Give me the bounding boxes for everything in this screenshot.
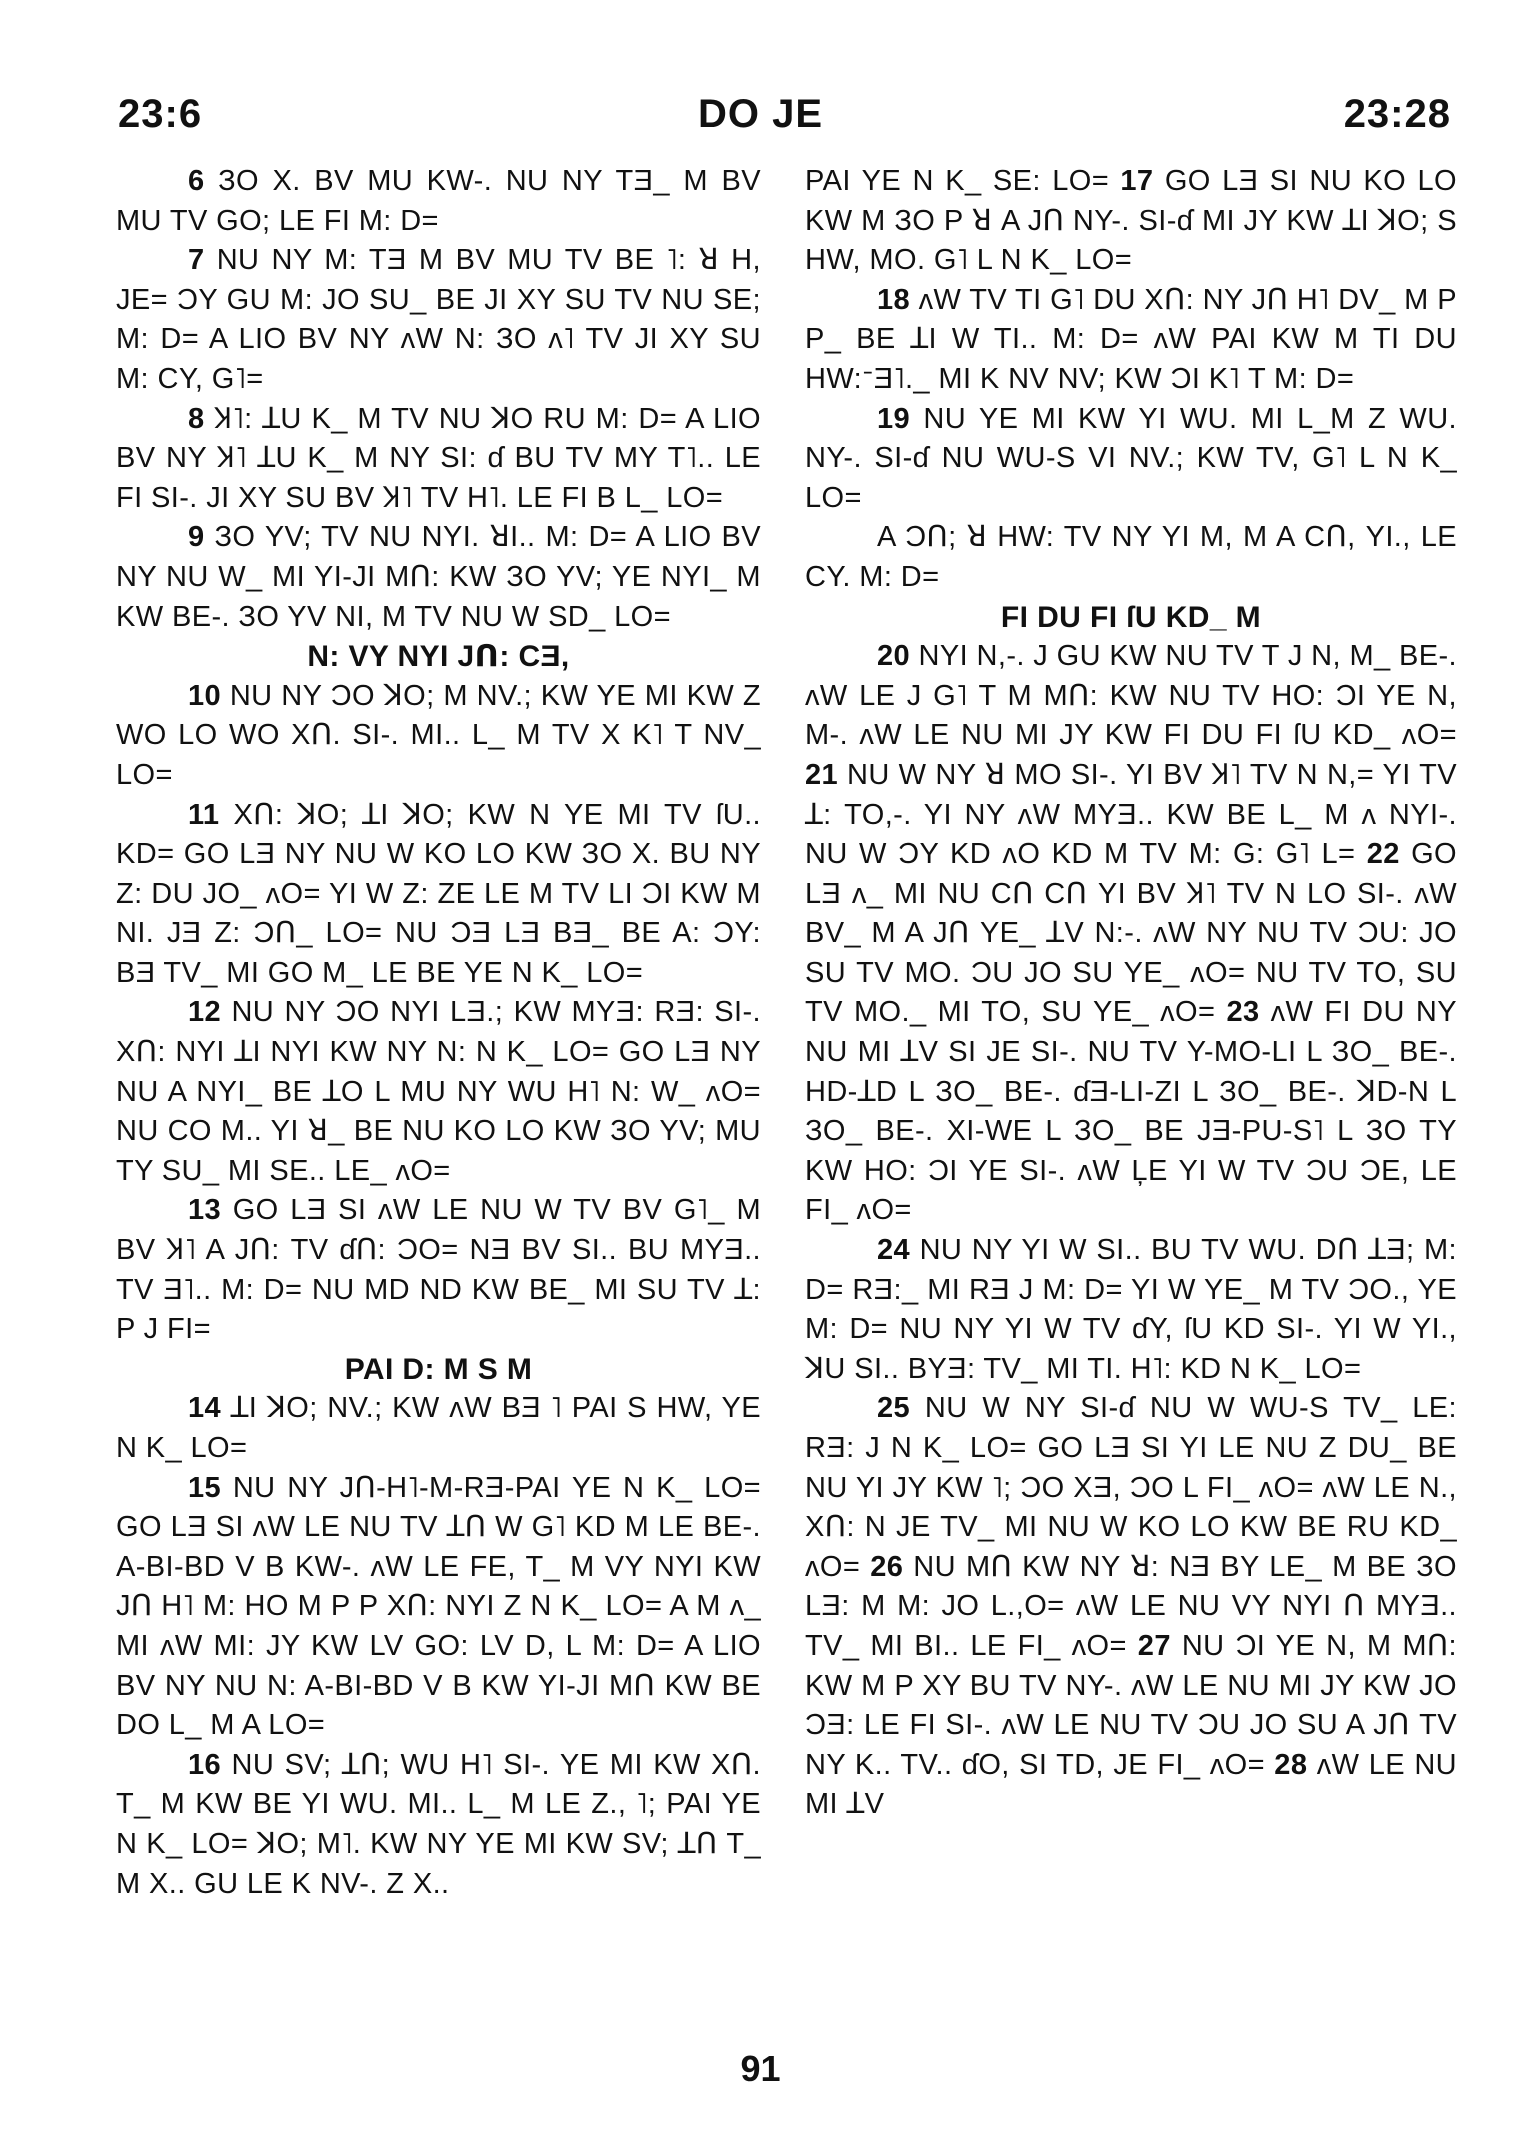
running-head-title: DO JE — [697, 92, 824, 136]
paragraph — [116, 1389, 761, 1468]
verse-text: ʌW FI DU NY NU MI ꓕV SI JE SI-. NU TV Y-MO-LI L ЗO_ BE-. HD-ꓕD L ЗO_ BE-. ɗƎ-LI-ZI L ЗO_ BE-. ꓘD-N L ЗO_ BE-. XI-WE L ЗO_ BE JƎ-PU-S˥ L ЗO TY KW HO: ƆI YE SI-. ʌW ĻE YI W TV ƆU ƆE, LE FI_ ʌO= — [805, 996, 1458, 1227]
paragraph — [116, 1191, 761, 1349]
verse-number: 15 — [188, 1471, 233, 1504]
verse-number: 10 — [188, 679, 230, 712]
section-heading: N: VY NYI Jꓵ: CƎ, — [307, 640, 570, 674]
verse-number: 26 — [870, 1550, 914, 1583]
verse-text: Xꓵ: ꓘO; ꓕI ꓘO; KW N YE MI TV ſU.. KD= GO LƎ NY NU W KO LO KW ЗO X. BU NY Z: DU JO_ ʌO= YI W Z: ZE LE M TV LI ƆI KW M NI. JƎ Z: Ɔꓵ_ LO= NU ƆƎ LƎ BƎ_ BE A: ƆY: BƎ TV_ MI GO M_ LE BE YE N K_ LO= — [116, 798, 761, 989]
verse-number: 13 — [188, 1194, 233, 1227]
paragraph — [116, 162, 761, 241]
verse-text: NU Mꓵ KW NY ꓤ: NƎ BY LE_ M BE ЗO LƎ: M M: JO L.,O= ʌW LE NU VY NYI ꓵ MYƎ.. TV_ MI BI.. LE FI_ ʌO= — [805, 1550, 1457, 1662]
verse-number: 7 — [188, 244, 217, 277]
verse-text: NU NY ƆO ꓘO; M NV.; KW YE MI KW Z WO LO WO Xꓵ. SI-. MI.. L_ M TV X K˥ T NV_ LO= — [116, 679, 762, 791]
running-head-right: 23:28 — [1343, 92, 1451, 136]
verse-number: 6 — [188, 165, 219, 197]
verse-number: 28 — [1274, 1748, 1317, 1781]
verse-number: 27 — [1137, 1629, 1182, 1662]
verse-number: 20 — [877, 640, 919, 673]
verse-number: 21 — [805, 758, 848, 791]
verse-text: NU NY M: TƎ M BV MU TV BE ˥: ꓤ H, JE= ƆY GU M: JO SU_ BE JI XY SU TV NU SE; M: D= A LIO BV NY ʌW N: ЗO ʌ˥ TV JI XY SU M: CY, G˥= — [116, 244, 761, 395]
paragraph — [116, 1746, 761, 1904]
verse-text: Ʞ˥: ꓕU K_ M TV NU ꓘO RU M: D= A LIO BV NY Ʞ˥ ꓕU K_ M NY SI: ɗ BU TV MY T˥.. LE FI SI-. JI XY SU BV Ʞ˥ TV H˥. LE FI B L_ LO= — [116, 402, 761, 514]
paragraph — [805, 637, 1457, 1231]
verse-text: GO LƎ SI ʌW LE NU W TV BV G˥_ M BV Ʞ˥ A Jꓵ: TV ɗꓵ: ƆO= NƎ BV SI.. BU MYƎ.. TV Ǝ˥.. M: D= NU MD ND KW BE_ MI SU TV ꓕ: P J FI= — [116, 1194, 761, 1346]
verse-text: NU NY ƆO NYI LƎ.; KW MYƎ: RƎ: SI-. Xꓵ: NYI ꓕI NYI KW NY N: N K_ LO= GO LƎ NY NU A NYI_ BE ꓕO L MU NY WU H˥ N: W_ ʌO= NU CO M.. YI ꓤ_ BE NU KO LO KW ЗO YV; MU TY SU_ MI SE.. LE_ ʌO= — [116, 996, 761, 1187]
paragraph — [116, 241, 761, 399]
verse-text: NU NY Jꓵ-H˥-M-RƎ-PAI YE N K_ LO= GO LƎ SI ʌW LE NU TV ꓕꓵ W G˥ KD M LE BE-. A-BI-BD V B KW-. ʌW LE FE, T_ M VY NYI KW Jꓵ H˥ M: HO M P P Xꓵ: NYI Z N K_ LO= A M ʌ_ MI ʌW MI: JY KW LV GO: LV D, L M: D= A LIO BV NY NU N: A-BI-BD V B KW YI-JI Mꓵ KW BE DO L_ M A LO= — [116, 1471, 761, 1742]
verse-text: NU W NY SI-ɗ NU W WU-S TV_ LE: RƎ: J N K_ LO= GO LƎ SI YI LE NU Z DU_ BE NU YI JY KW ˥; ƆO XƎ, ƆO L FI_ ʌO= ʌW LE N., Xꓵ: N JE TV_ MI NU W KO LO KW BE RU KD_ ʌO= — [805, 1392, 1457, 1583]
paragraph — [116, 400, 761, 519]
paragraph — [805, 162, 1457, 281]
paragraph — [805, 1389, 1457, 1825]
paragraph — [116, 677, 761, 796]
verse-number: 14 — [188, 1392, 231, 1425]
right-text-column — [805, 162, 1457, 1825]
verse-text: ʌW TV TI G˥ DU Xꓵ: NY Jꓵ H˥ DV_ M P P_ BE ꓕI W TI.. M: D= ʌW PAI KW M TI DU HW:ᐨƎ˥._ MI K NV NV; KW ƆI K˥ T M: D= — [805, 283, 1457, 395]
paragraph — [805, 400, 1457, 519]
verse-text: NU ƆI YE N, M Mꓵ: KW M P XY BU TV NY-. ʌW LE NU MI JY KW JO ƆƎ: LE FI SI-. ʌW LE NU TV ƆU JO SU A Jꓵ TV NY K.. TV.. ɗO, SI TD, JE FI_ ʌO= — [805, 1629, 1458, 1781]
running-head-left: 23:6 — [118, 92, 203, 136]
verse-number: 25 — [877, 1392, 925, 1425]
paragraph — [116, 518, 761, 637]
paragraph — [116, 993, 761, 1191]
verse-number: 11 — [188, 798, 234, 831]
paragraph — [116, 796, 761, 994]
verse-number: 12 — [188, 996, 232, 1029]
verse-number: 18 — [877, 283, 919, 316]
page-number: 91 — [740, 2048, 781, 2089]
verse-number: 19 — [877, 402, 924, 435]
verse-text: A Ɔꓵ; ꓤ HW: TV NY YI M, M A Cꓵ, YI., LE CY. M: D= — [805, 521, 1457, 593]
verse-text: NU NY YI W SI.. BU TV WU. Dꓵ ꓕƎ; M: D= RƎ:_ MI RƎ J M: D= YI W YE_ M TV ƆO., YE M: D= NU NY YI W TV ɗY, ſU KD SI-. YI W YI., ꓘU SI.. BYƎ: TV_ MI TI. H˥: KD N K_ LO= — [805, 1234, 1458, 1385]
verse-text: ЗO YV; TV NU NYI. ꓤI.. M: D= A LIO BV NY NU W_ MI YI-JI Mꓵ: KW ЗO YV; YE NYI_ M KW BE-. ЗO YV NI, M TV NU W SD_ LO= — [116, 521, 761, 633]
paragraph — [805, 281, 1457, 400]
verse-text: PAI YE N K_ SE: LO= — [805, 165, 1121, 197]
verse-text: ꓕI ꓘO; NV.; KW ʌW BƎ ˥ PAI S HW, YE N K_ LO= — [116, 1392, 761, 1464]
section-heading: PAI D: M S M — [344, 1352, 533, 1386]
verse-number: 17 — [1120, 165, 1165, 197]
verse-number: 24 — [877, 1234, 920, 1267]
verse-number: 9 — [188, 521, 215, 554]
verse-text: NU SV; ꓕꓵ; WU H˥ SI-. YE MI KW Xꓵ. T_ M KW BE YI WU. MI.. L_ M LE Z., ˥; PAI YE N K_ LO= ꓘO; M˥. KW NY YE MI KW SV; ꓕꓵ T_ M X.. GU LE K NV-. Z X.. — [116, 1748, 762, 1900]
verse-text: GO LƎ ʌ_ MI NU Cꓵ Cꓵ YI BV Ʞ˥ TV N LO SI-. ʌW BV_ M A Jꓵ YE_ ꓕV N:-. ʌW NY NU TV ƆU: JO SU TV MO. ƆU JO SU YE_ ʌO= NU TV TO, SU TV MO._ MI TO, SU YE_ ʌO= — [805, 838, 1457, 1029]
paragraph — [805, 1231, 1457, 1389]
verse-number: 16 — [188, 1748, 232, 1781]
verse-text: ЗO X. BV MU KW-. NU NY TƎ_ M BV MU TV GO; LE FI M: D= — [116, 165, 761, 237]
verse-text: NU YE MI KW YI WU. MI L_M Z WU. NY-. SI-ɗ NU WU-S VI NV.; KW TV, G˥ L N K_ LO= — [805, 402, 1458, 514]
section-heading: FI DU FI ſU KD_ M — [1000, 600, 1262, 634]
verse-number: 22 — [1366, 838, 1412, 871]
paragraph — [116, 1469, 761, 1746]
verse-text: ʌW LE NU MI ꓕV — [805, 1748, 1458, 1821]
paragraph — [805, 518, 1457, 597]
left-text-column — [116, 162, 761, 1904]
verse-text: GO LƎ SI NU KO LO KW M ЗO P ꓤ A Jꓵ NY-. SI-ɗ MI JY KW ꓕI ꓘO; S HW, MO. G˥ L N K_ LO= — [805, 165, 1457, 277]
verse-text: NYI N,-. J GU KW NU TV T J N, M_ BE-. ʌW LE J G˥ T M Mꓵ: KW NU TV HO: ƆI YE N, M-. ʌW LE NU MI JY KW FI DU FI ſU KD_ ʌO= — [805, 640, 1457, 752]
verse-number: 8 — [188, 402, 215, 435]
verse-text: NU W NY ꓤ MO SI-. YI BV Ʞ˥ TV N N,= YI TV ꓕ: TO,-. YI NY ʌW MYƎ.. KW BE L_ M ʌ NYI-. NU W ƆY KD ʌO KD M TV M: G: G˥ L= — [805, 758, 1458, 871]
verse-number: 23 — [1226, 996, 1271, 1029]
